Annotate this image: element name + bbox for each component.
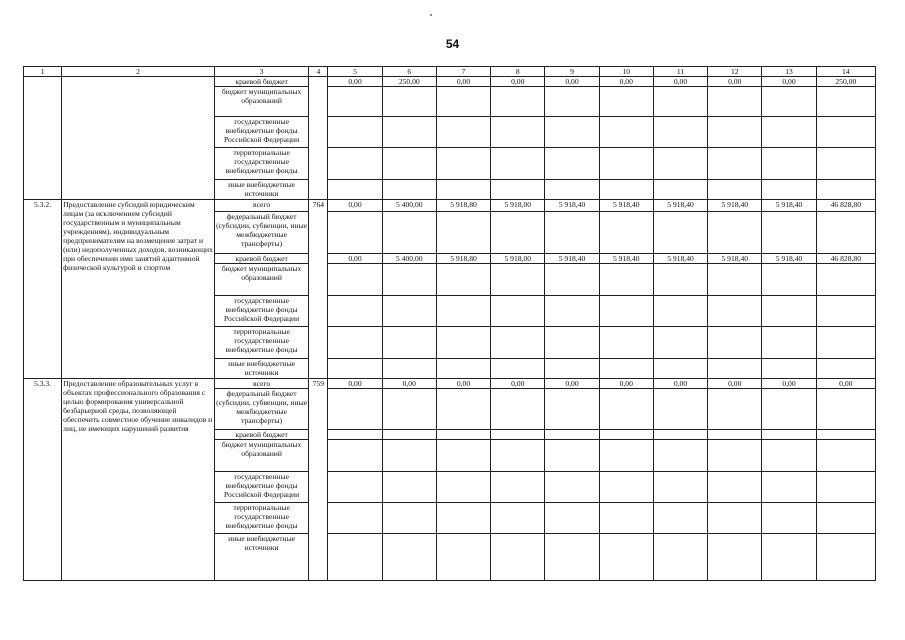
- value-cell: [436, 212, 490, 254]
- value-cell: [816, 503, 875, 534]
- value-cell: [491, 87, 545, 117]
- value-cell: [816, 180, 875, 200]
- value-cell: [816, 359, 875, 379]
- value-cell: 5 400,00: [382, 200, 436, 212]
- value-cell: [599, 440, 653, 472]
- value-cell: [545, 472, 599, 503]
- value-cell: [328, 212, 382, 254]
- value-cell: [762, 212, 816, 254]
- value-cell: [653, 148, 707, 180]
- value-cell: [708, 534, 762, 581]
- value-cell: [382, 327, 436, 359]
- col-header: 11: [653, 67, 707, 77]
- value-cell: [491, 117, 545, 148]
- value-cell: 0,00: [328, 254, 382, 264]
- value-cell: 5 918,40: [762, 200, 816, 212]
- funding-source-cell: бюджет муниципальных образований: [214, 440, 308, 472]
- value-cell: [382, 180, 436, 200]
- value-cell: [762, 503, 816, 534]
- value-cell: 0,00: [491, 379, 545, 389]
- col-header: 2: [62, 67, 215, 77]
- value-cell: [382, 389, 436, 430]
- value-cell: [708, 180, 762, 200]
- funding-source-cell: территориальные государственные внебюджетные фонды: [214, 503, 308, 534]
- value-cell: 0,00: [545, 379, 599, 389]
- value-cell: [599, 264, 653, 296]
- item-code-cell: 5.3.3.: [24, 379, 62, 581]
- funding-source-cell: иные внебюджетные источники: [214, 359, 308, 379]
- table-row: [24, 77, 876, 87]
- funding-source-cell: иные внебюджетные источники: [214, 180, 308, 200]
- item-code-cell: 5.3.2.: [24, 200, 62, 379]
- funding-source-cell: федеральный бюджет (субсидии, субвенции, иные межбюджетные трансферты): [214, 389, 308, 430]
- value-cell: [436, 148, 490, 180]
- value-cell: [436, 180, 490, 200]
- value-cell: 0,00: [382, 379, 436, 389]
- value-cell: [382, 148, 436, 180]
- funding-source-cell: всего: [214, 379, 308, 389]
- value-cell: [382, 359, 436, 379]
- value-cell: [653, 180, 707, 200]
- value-cell: [545, 180, 599, 200]
- value-cell: [816, 534, 875, 581]
- value-cell: 0,00: [436, 77, 490, 87]
- value-cell: 0,00: [708, 379, 762, 389]
- value-cell: [708, 327, 762, 359]
- col-header: 10: [599, 67, 653, 77]
- value-cell: 5 918,40: [653, 200, 707, 212]
- funding-source-cell: федеральный бюджет (субсидии, субвенции, иные межбюджетные трансферты): [214, 212, 308, 254]
- value-cell: [653, 117, 707, 148]
- value-cell: [491, 472, 545, 503]
- value-cell: [653, 389, 707, 430]
- value-cell: [653, 87, 707, 117]
- funding-source-cell: краевой бюджет: [214, 430, 308, 440]
- value-cell: [762, 430, 816, 440]
- value-cell: [382, 87, 436, 117]
- value-cell: [816, 430, 875, 440]
- value-cell: [762, 472, 816, 503]
- value-cell: [328, 296, 382, 327]
- col-header: 14: [816, 67, 875, 77]
- value-cell: [491, 212, 545, 254]
- value-cell: 0,00: [599, 379, 653, 389]
- value-cell: [816, 264, 875, 296]
- table-row: [24, 200, 876, 212]
- value-cell: 5 918,40: [653, 254, 707, 264]
- col-header: 3: [214, 67, 308, 77]
- value-cell: [382, 212, 436, 254]
- value-cell: [382, 264, 436, 296]
- value-cell: [599, 327, 653, 359]
- value-cell: [599, 472, 653, 503]
- funding-source-cell: бюджет муниципальных образований: [214, 87, 308, 117]
- value-cell: [762, 534, 816, 581]
- value-cell: [816, 472, 875, 503]
- value-cell: [545, 534, 599, 581]
- value-cell: [762, 359, 816, 379]
- value-cell: [382, 503, 436, 534]
- value-cell: 5 918,00: [491, 200, 545, 212]
- value-cell: [328, 359, 382, 379]
- value-cell: [491, 389, 545, 430]
- value-cell: [762, 327, 816, 359]
- value-cell: [762, 389, 816, 430]
- value-cell: [708, 359, 762, 379]
- value-cell: 0,00: [708, 77, 762, 87]
- value-cell: [816, 389, 875, 430]
- col-header: 1: [24, 67, 62, 77]
- code-cell: [309, 77, 328, 200]
- funding-source-cell: территориальные государственные внебюджетные фонды: [214, 327, 308, 359]
- col-header: 13: [762, 67, 816, 77]
- value-cell: 0,00: [545, 77, 599, 87]
- value-cell: [708, 389, 762, 430]
- value-cell: [708, 117, 762, 148]
- funding-source-cell: территориальные государственные внебюджетные фонды: [214, 148, 308, 180]
- value-cell: [436, 359, 490, 379]
- value-cell: 0,00: [328, 379, 382, 389]
- value-cell: [816, 440, 875, 472]
- budget-table: [23, 66, 876, 581]
- value-cell: [491, 440, 545, 472]
- value-cell: 0,00: [436, 379, 490, 389]
- col-header: 9: [545, 67, 599, 77]
- item-description-cell: Предоставление образовательных услуг в объектах профессионального образования с целью формирования универсальной безбарьерной среды, позволяющей обеспечить совместное обучение инвалидов и лиц, не имеющих нарушений развития: [62, 379, 215, 581]
- value-cell: [328, 148, 382, 180]
- value-cell: 0,00: [599, 77, 653, 87]
- value-cell: [816, 148, 875, 180]
- item-description-cell: Предоставление субсидий юридическим лицам (за исключением субсидий государственным и муниципальным учреждениям), индивидуальным предпринимателям на возмещение затрат и (или) недополученных доходов, возникающих при обеспечении ими занятий адаптивной физической культурой и спортом: [62, 200, 215, 379]
- value-cell: 46 828,80: [816, 200, 875, 212]
- value-cell: [328, 472, 382, 503]
- value-cell: [328, 389, 382, 430]
- value-cell: [382, 534, 436, 581]
- value-cell: 250,00: [816, 77, 875, 87]
- value-cell: [599, 503, 653, 534]
- value-cell: [491, 148, 545, 180]
- value-cell: [491, 264, 545, 296]
- value-cell: [436, 327, 490, 359]
- value-cell: [653, 534, 707, 581]
- value-cell: [708, 440, 762, 472]
- value-cell: [491, 327, 545, 359]
- value-cell: [816, 212, 875, 254]
- value-cell: 250,00: [382, 77, 436, 87]
- value-cell: [382, 117, 436, 148]
- item-code-cell: [24, 77, 62, 200]
- value-cell: 5 918,00: [491, 254, 545, 264]
- value-cell: [653, 359, 707, 379]
- value-cell: [762, 148, 816, 180]
- col-header: 12: [708, 67, 762, 77]
- value-cell: [816, 117, 875, 148]
- value-cell: 0,00: [328, 77, 382, 87]
- value-cell: [545, 359, 599, 379]
- scan-speck: [430, 14, 432, 16]
- value-cell: [436, 264, 490, 296]
- value-cell: [436, 503, 490, 534]
- value-cell: [762, 117, 816, 148]
- value-cell: [599, 430, 653, 440]
- value-cell: [328, 534, 382, 581]
- value-cell: [708, 430, 762, 440]
- value-cell: 5 918,40: [545, 254, 599, 264]
- item-description-cell: [62, 77, 215, 200]
- value-cell: 5 918,80: [436, 200, 490, 212]
- value-cell: [545, 117, 599, 148]
- value-cell: [328, 87, 382, 117]
- value-cell: 0,00: [653, 77, 707, 87]
- value-cell: [599, 148, 653, 180]
- value-cell: [491, 180, 545, 200]
- value-cell: 5 918,80: [436, 254, 490, 264]
- value-cell: [708, 148, 762, 180]
- value-cell: [436, 296, 490, 327]
- value-cell: [599, 117, 653, 148]
- value-cell: 5 918,40: [599, 254, 653, 264]
- header-row: [24, 67, 876, 77]
- value-cell: 5 918,40: [599, 200, 653, 212]
- value-cell: [545, 440, 599, 472]
- value-cell: 5 918,40: [708, 200, 762, 212]
- value-cell: [436, 389, 490, 430]
- col-header: 4: [309, 67, 328, 77]
- funding-source-cell: краевой бюджет: [214, 254, 308, 264]
- value-cell: [328, 264, 382, 296]
- funding-source-cell: государственные внебюджетные фонды Российской Федерации: [214, 296, 308, 327]
- col-header: 7: [436, 67, 490, 77]
- value-cell: [545, 327, 599, 359]
- value-cell: [599, 359, 653, 379]
- value-cell: [491, 503, 545, 534]
- code-cell: 764: [309, 200, 328, 379]
- code-cell: 759: [309, 379, 328, 581]
- value-cell: [599, 180, 653, 200]
- col-header: 5: [328, 67, 382, 77]
- value-cell: 0,00: [816, 379, 875, 389]
- value-cell: [653, 327, 707, 359]
- col-header: 8: [491, 67, 545, 77]
- value-cell: [653, 472, 707, 503]
- value-cell: [816, 327, 875, 359]
- value-cell: [708, 472, 762, 503]
- value-cell: [436, 430, 490, 440]
- table-row: [24, 379, 876, 389]
- value-cell: [653, 430, 707, 440]
- value-cell: [382, 430, 436, 440]
- value-cell: 5 918,40: [708, 254, 762, 264]
- value-cell: [762, 296, 816, 327]
- value-cell: [762, 87, 816, 117]
- value-cell: [653, 264, 707, 296]
- value-cell: [762, 440, 816, 472]
- value-cell: [382, 440, 436, 472]
- value-cell: [545, 503, 599, 534]
- value-cell: [436, 440, 490, 472]
- value-cell: [491, 430, 545, 440]
- value-cell: [708, 87, 762, 117]
- value-cell: [708, 503, 762, 534]
- value-cell: [491, 359, 545, 379]
- value-cell: [328, 440, 382, 472]
- value-cell: [653, 503, 707, 534]
- value-cell: 0,00: [491, 77, 545, 87]
- value-cell: [599, 212, 653, 254]
- value-cell: [599, 296, 653, 327]
- value-cell: [545, 389, 599, 430]
- value-cell: [436, 87, 490, 117]
- value-cell: [599, 87, 653, 117]
- col-header: 6: [382, 67, 436, 77]
- value-cell: 5 918,40: [545, 200, 599, 212]
- funding-source-cell: краевой бюджет: [214, 77, 308, 87]
- funding-source-cell: всего: [214, 200, 308, 212]
- value-cell: 0,00: [762, 77, 816, 87]
- value-cell: [545, 264, 599, 296]
- value-cell: 0,00: [653, 379, 707, 389]
- value-cell: [762, 180, 816, 200]
- funding-source-cell: государственные внебюджетные фонды Российской Федерации: [214, 117, 308, 148]
- value-cell: [599, 389, 653, 430]
- value-cell: [816, 296, 875, 327]
- value-cell: [545, 212, 599, 254]
- value-cell: 46 828,80: [816, 254, 875, 264]
- value-cell: [599, 534, 653, 581]
- value-cell: [708, 296, 762, 327]
- value-cell: [328, 180, 382, 200]
- funding-source-cell: иные внебюджетные источники: [214, 534, 308, 581]
- value-cell: [816, 87, 875, 117]
- funding-source-cell: государственные внебюджетные фонды Российской Федерации: [214, 472, 308, 503]
- value-cell: [491, 296, 545, 327]
- value-cell: [328, 117, 382, 148]
- value-cell: 5 400,00: [382, 254, 436, 264]
- value-cell: [653, 440, 707, 472]
- value-cell: [653, 212, 707, 254]
- value-cell: [382, 296, 436, 327]
- value-cell: [328, 327, 382, 359]
- page-number: 54: [445, 37, 460, 51]
- value-cell: [328, 430, 382, 440]
- value-cell: 0,00: [762, 379, 816, 389]
- value-cell: [328, 503, 382, 534]
- value-cell: [708, 264, 762, 296]
- value-cell: [545, 148, 599, 180]
- value-cell: [545, 87, 599, 117]
- funding-source-cell: бюджет муниципальных образований: [214, 264, 308, 296]
- value-cell: [436, 117, 490, 148]
- value-cell: [545, 296, 599, 327]
- value-cell: [491, 534, 545, 581]
- value-cell: [545, 430, 599, 440]
- value-cell: [436, 472, 490, 503]
- value-cell: 0,00: [328, 200, 382, 212]
- value-cell: [382, 472, 436, 503]
- value-cell: [436, 534, 490, 581]
- value-cell: [762, 264, 816, 296]
- value-cell: 5 918,40: [762, 254, 816, 264]
- value-cell: [653, 296, 707, 327]
- value-cell: [708, 212, 762, 254]
